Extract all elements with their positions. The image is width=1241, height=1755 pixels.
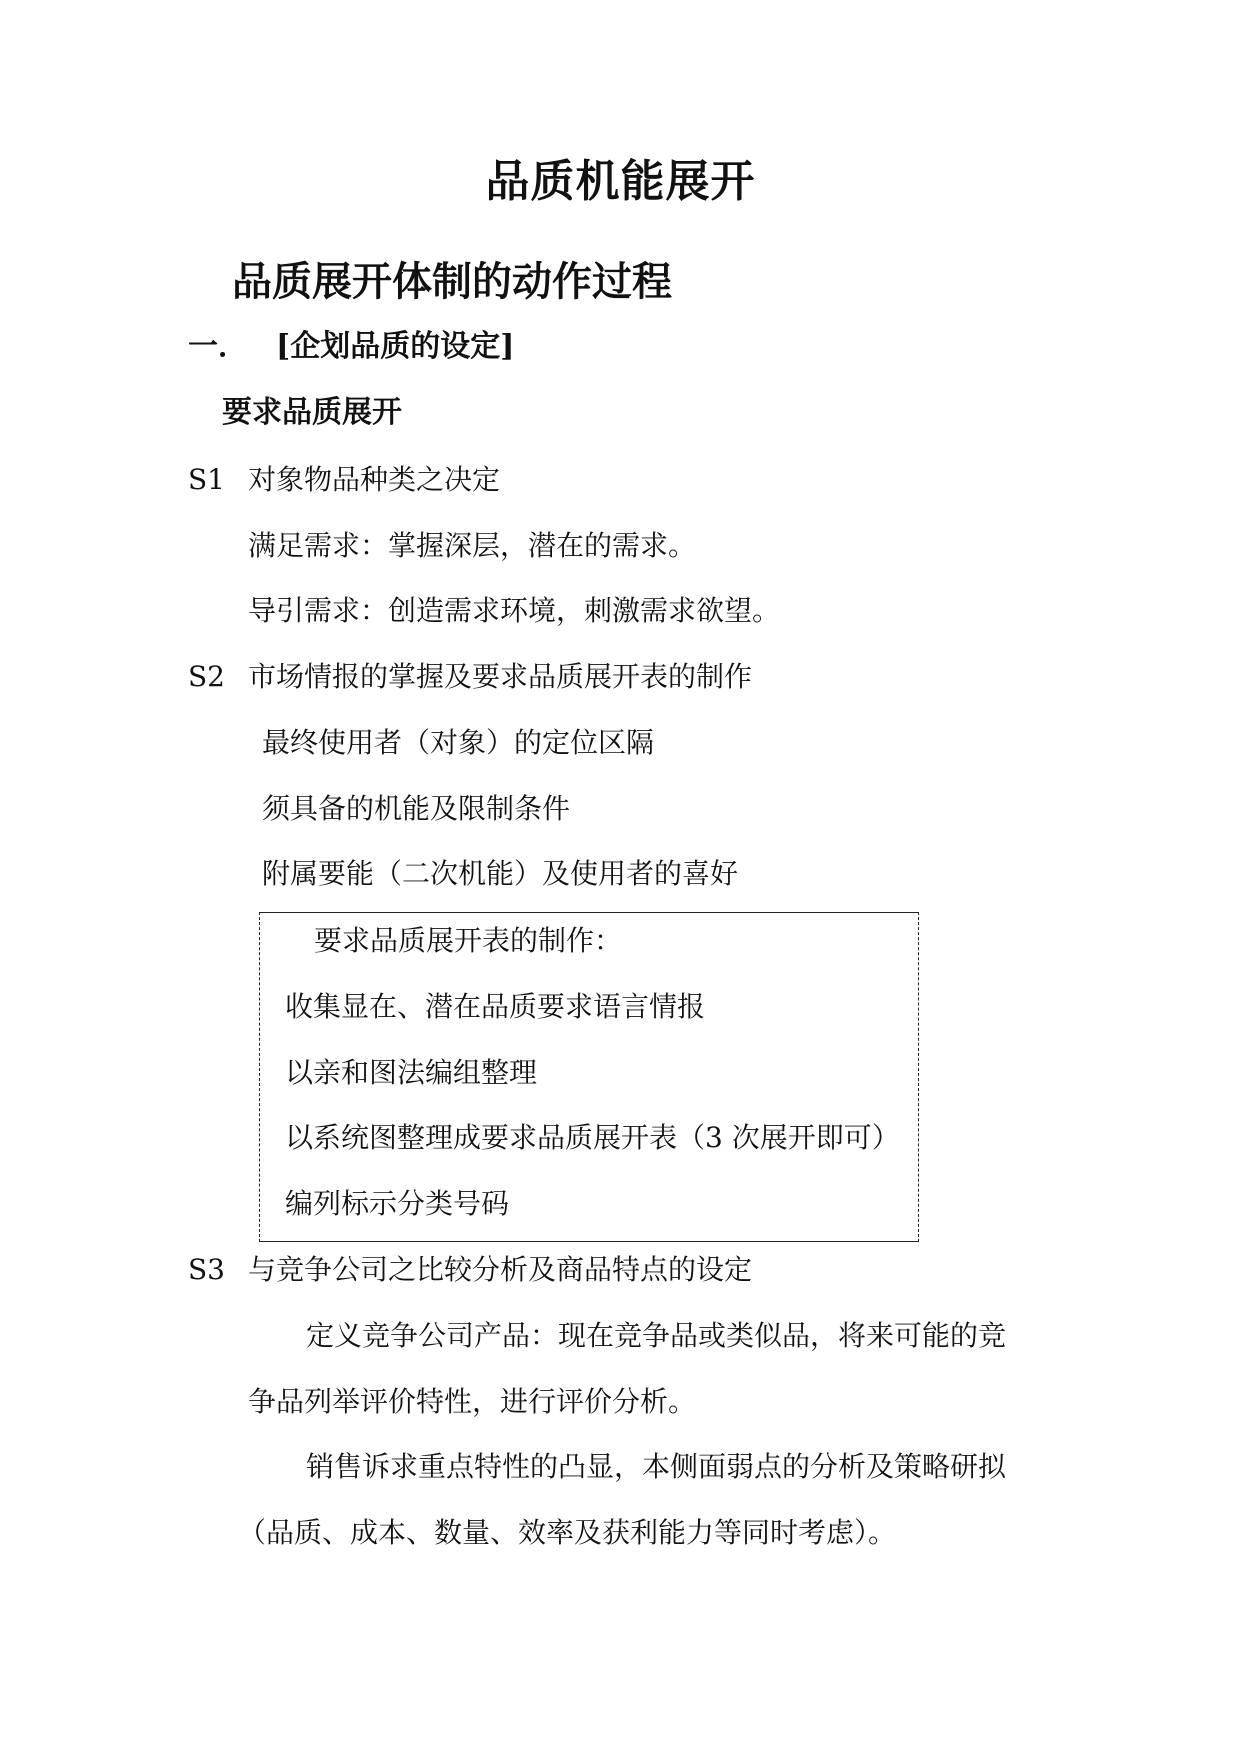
step-s1-title: 对象物品种类之决定	[248, 463, 501, 496]
step-s3-id: S3	[188, 1253, 225, 1286]
box-heading: 要求品质展开表的制作：	[314, 924, 623, 957]
s1-line-2: 导引需求：创造需求环境，刺激需求欲望。	[248, 594, 781, 627]
s3-paragraph-1-line-2: 争品列举评价特性，进行评价分析。	[248, 1385, 697, 1418]
box-item-1: 收集显在、潜在品质要求语言情报	[285, 990, 706, 1023]
step-s1-id: S1	[188, 463, 225, 496]
s2-line-3: 附属要能（二次机能）及使用者的喜好	[262, 857, 739, 890]
box-item-4: 编列标示分类号码	[285, 1187, 510, 1220]
s2-line-2: 须具备的机能及限制条件	[262, 792, 571, 825]
page-subtitle: 品质展开体制的动作过程	[232, 258, 672, 305]
step-s2-title: 市场情报的掌握及要求品质展开表的制作	[248, 660, 753, 693]
box-item-3: 以系统图整理成要求品质展开表（3 次展开即可）	[285, 1121, 900, 1154]
subsection-heading: 要求品质展开	[222, 395, 402, 430]
s1-line-1: 满足需求：掌握深层，潜在的需求。	[248, 529, 697, 562]
section-heading: [企划品质的设定]	[276, 329, 515, 364]
section-number: 一．	[188, 329, 248, 364]
step-s3-title: 与竞争公司之比较分析及商品特点的设定	[248, 1253, 753, 1286]
s3-paragraph-1-line-1: 定义竞争公司产品：现在竞争品或类似品，将来可能的竞	[306, 1319, 1007, 1352]
box-item-2: 以亲和图法编组整理	[285, 1056, 538, 1089]
s3-paragraph-2-line-2: （品质、成本、数量、效率及获利能力等同时考虑）。	[238, 1516, 897, 1549]
s3-paragraph-2-line-1: 销售诉求重点特性的凸显，本侧面弱点的分析及策略研拟	[306, 1450, 1007, 1483]
step-s2-id: S2	[188, 660, 225, 693]
s2-line-1: 最终使用者（对象）的定位区隔	[262, 726, 655, 759]
page-title: 品质机能展开	[485, 156, 756, 207]
